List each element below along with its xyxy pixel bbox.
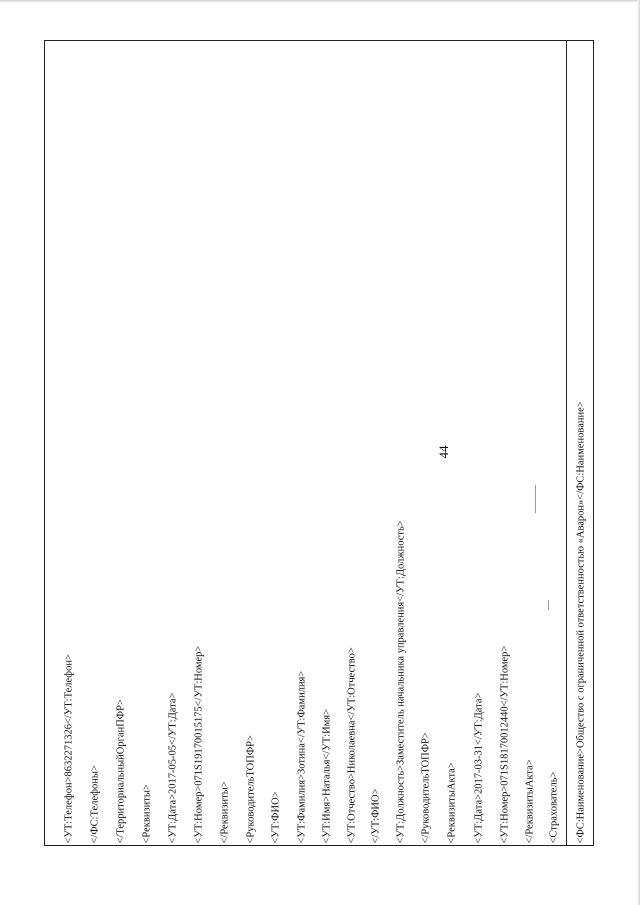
page-number: 44 — [436, 445, 451, 459]
xml-line: <УТ:Дата>2017-05-05</УТ:Дата> — [167, 692, 179, 843]
xml-line: <УТ:Телефон>8632271326</УТ:Телефон> — [63, 653, 75, 843]
xml-line: <УТ:Имя>Наталья</УТ:Имя> — [321, 708, 333, 843]
xml-line: <УТ:ФИО> — [270, 790, 282, 843]
xml-line: <РуководительТОПФР> — [245, 734, 257, 843]
xml-line: <Страхователь> — [548, 771, 560, 843]
xml-line: <УТ:Фамилия>Зотина</УТ:Фамилия> — [296, 670, 308, 843]
xml-line: <Реквизиты> — [141, 783, 153, 843]
scan-speck — [548, 600, 549, 610]
xml-line: <УТ:Должность>Заместитель начальника управления</УТ:Должность> — [395, 519, 407, 843]
scan-speck — [535, 485, 536, 513]
xml-line: </РеквизитыАкта> — [524, 758, 536, 843]
scan-edge-top — [0, 0, 640, 3]
xml-line: <УТ:Отчество>Николаевна</УТ:Отчество> — [346, 646, 358, 843]
xml-line: <УТ:Дата>2017-03-31</УТ:Дата> — [473, 692, 485, 843]
xml-line: <УТ:Номер>071S19170015175</УТ:Номер> — [193, 645, 205, 843]
xml-line: </ФС:Телефоны> — [89, 764, 101, 843]
xml-line: <ФС:Наименование>Общество с ограниченной ответственностью «Аварон»</ФС:Наименование> — [575, 400, 587, 843]
xml-line: <УТ:Номер>071S18170012440</УТ:Номер> — [499, 645, 511, 843]
xml-line: </РуководительТОПФР> — [420, 731, 432, 843]
xml-line: </ТерриториальныйОрганПФР> — [115, 698, 127, 843]
xml-line: <РеквизитыАкта> — [446, 761, 458, 843]
xml-line: </УТ:ФИО> — [370, 788, 382, 843]
xml-line: </Реквизиты> — [219, 780, 231, 843]
